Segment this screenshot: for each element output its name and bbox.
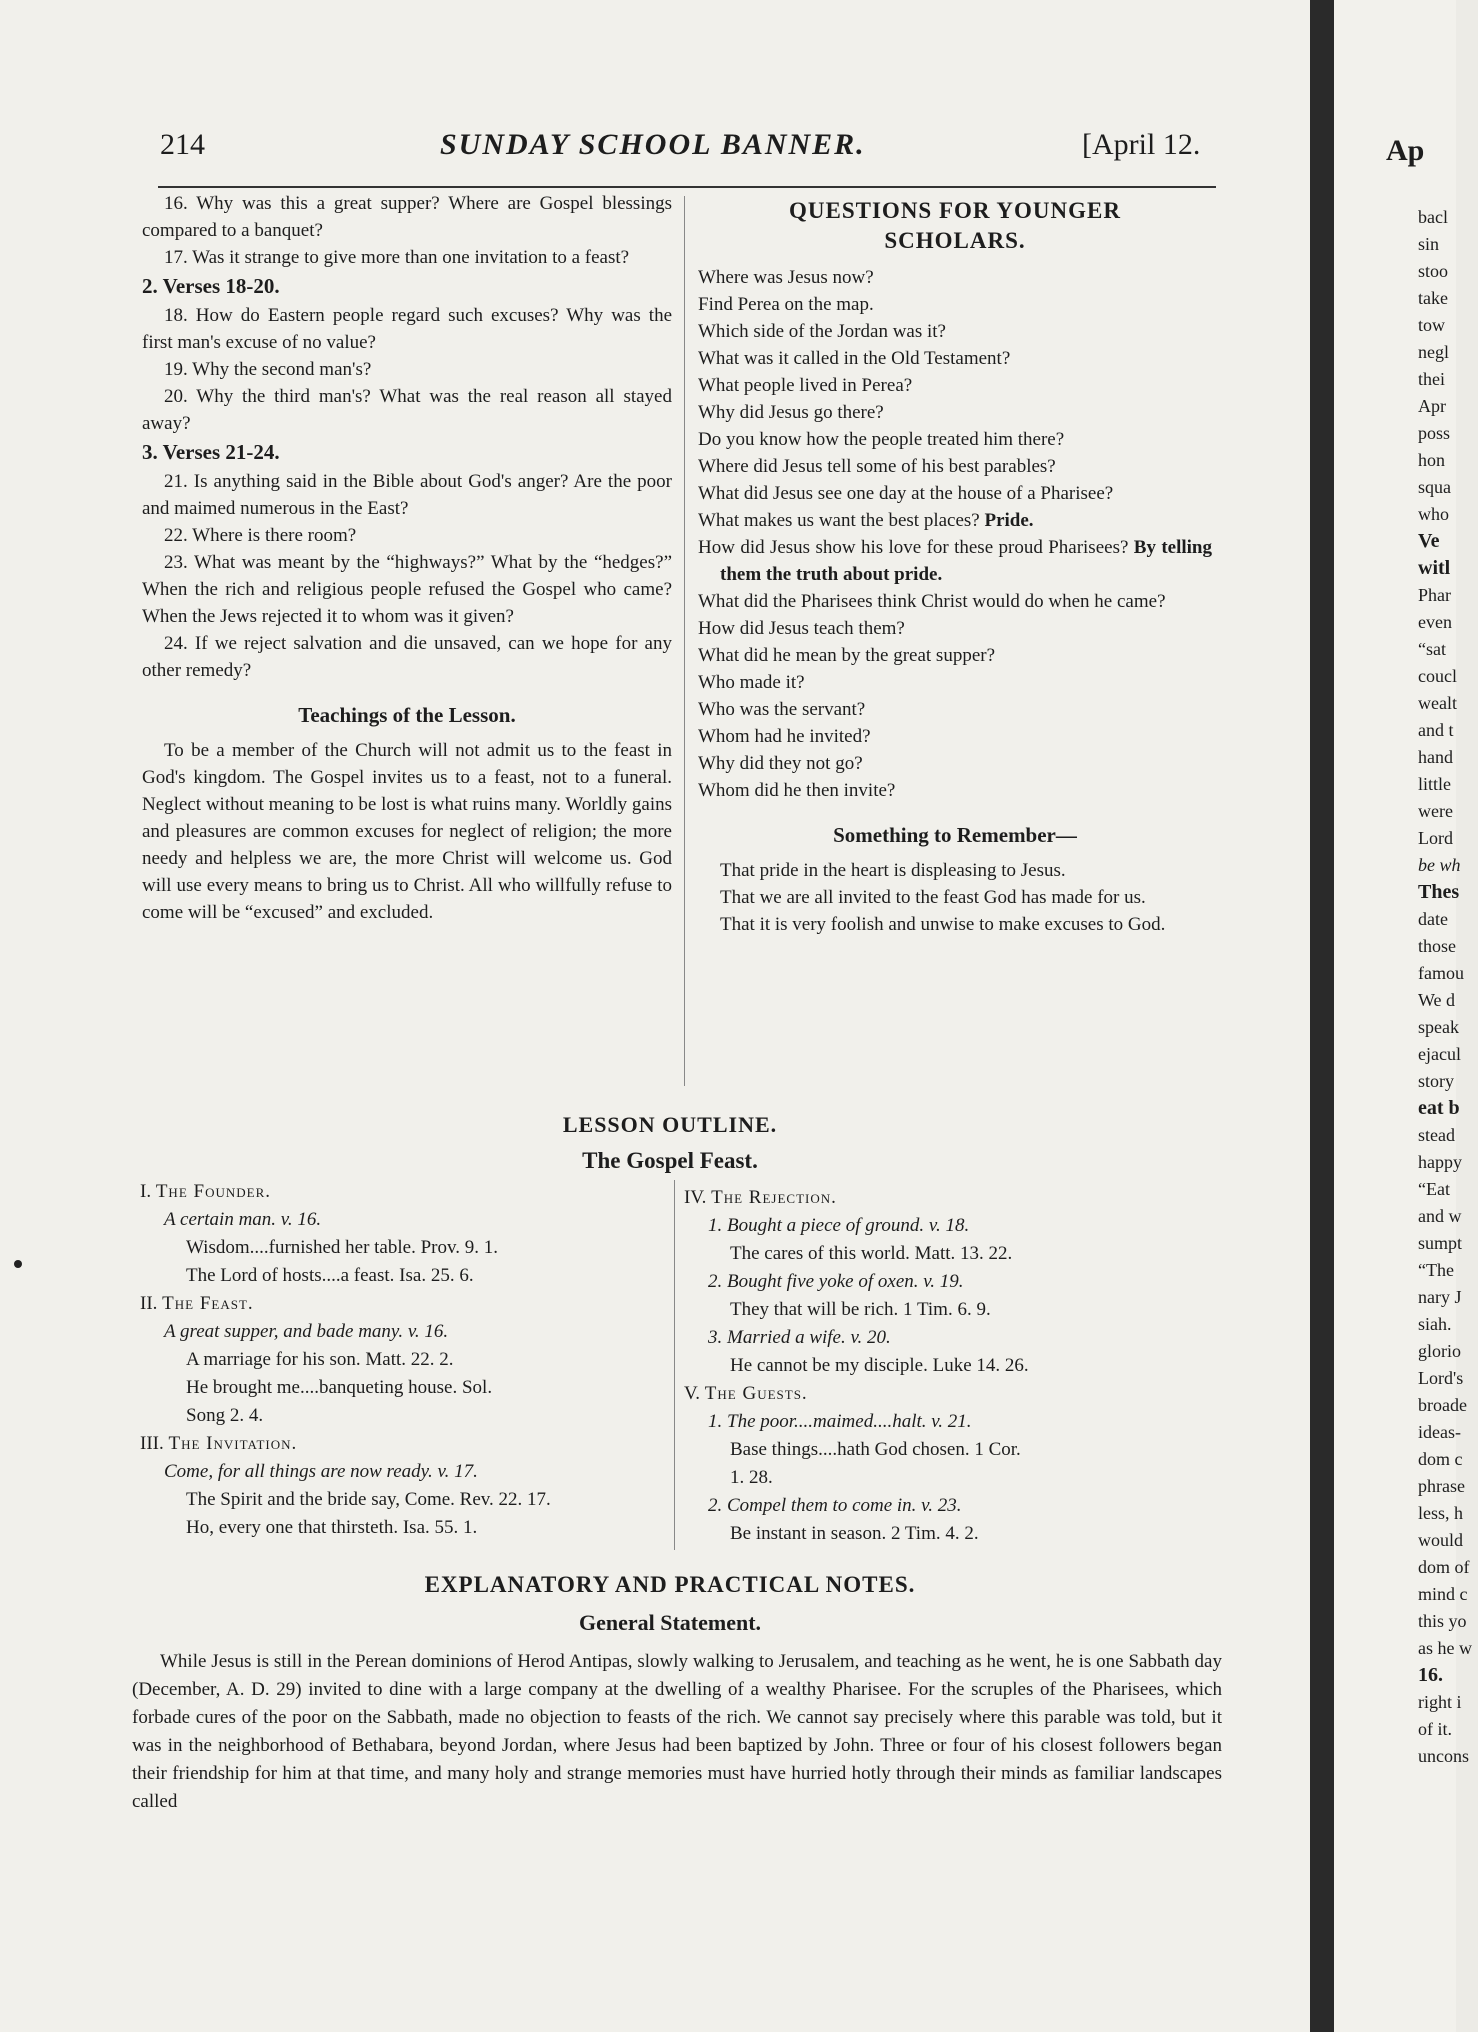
outline-heading-i xyxy=(140,1178,660,1206)
younger-question: Why did Jesus go there? xyxy=(698,402,884,423)
facing-page-line: Thes xyxy=(1418,881,1460,903)
facing-page-line: broade xyxy=(1418,1395,1467,1415)
younger-question: What people lived in Perea? xyxy=(698,375,913,396)
outline-ref: Base things....hath God chosen. 1 Cor. xyxy=(730,1439,1021,1460)
question-22: 22. Where is there room? xyxy=(164,525,357,546)
facing-page-line: ideas- xyxy=(1418,1422,1461,1442)
facing-page-line: who xyxy=(1418,504,1449,524)
heading-text: The Founder. xyxy=(155,1181,271,1202)
outline-ref: Wisdom....furnished her table. Prov. 9. 1. xyxy=(186,1237,498,1258)
younger-question: Which side of the Jordan was it? xyxy=(698,321,946,342)
younger-question: Who made it? xyxy=(698,672,805,693)
facing-page-line: Apr xyxy=(1418,396,1446,416)
notes-body xyxy=(132,1648,1222,1816)
facing-page-line: Phar xyxy=(1418,585,1451,605)
teachings-text: To be a member of the Church will not admit us to the feast in God's kingdom. The Gospel invites us to a feast, not to a funeral. Neglect without meaning to be lost is what ruins many. Worldly gains and pleasures are common excuses for neglect of religion; the more needy and helpless we are, the more Christ will welcome us. God will use every means to bring us to Christ. All who willfully refuse to come will be “excused” and excluded. xyxy=(142,740,672,923)
outline-ref: 1. 28. xyxy=(730,1467,773,1488)
remember-heading: Something to Remember— xyxy=(833,823,1077,847)
teachings-heading: Teachings of the Lesson. xyxy=(298,703,516,727)
facing-page-line: dom of xyxy=(1418,1557,1470,1577)
outline-item: Come, for all things are now ready. v. 17. xyxy=(164,1461,478,1482)
facing-page-line: glorio xyxy=(1418,1341,1461,1361)
outline-ref: Ho, every one that thirsteth. Isa. 55. 1. xyxy=(186,1517,478,1538)
younger-question: How did Jesus teach them? xyxy=(698,618,905,639)
outline-title: LESSON OUTLINE. xyxy=(562,1112,778,1137)
facing-page-line: be wh xyxy=(1418,855,1461,875)
facing-page-line: dom c xyxy=(1418,1449,1463,1469)
facing-page-line: story xyxy=(1418,1071,1454,1091)
facing-page-line: poss xyxy=(1418,423,1451,443)
facing-page-line: right i xyxy=(1418,1692,1462,1712)
facing-page-line: happy xyxy=(1418,1152,1462,1172)
younger-question: What did Jesus see one day at the house of a Pharisee? xyxy=(698,483,1114,504)
section-heading-2: 2. Verses 18-20. xyxy=(142,274,280,298)
younger-question: Do you know how the people treated him there? xyxy=(698,429,1065,450)
younger-question: Who was the servant? xyxy=(698,699,866,720)
facing-page-line: this yo xyxy=(1418,1611,1467,1631)
question-17: 17. Was it strange to give more than one invitation to a feast? xyxy=(164,247,630,268)
facing-page xyxy=(1334,0,1472,2032)
outline-ref: The cares of this world. Matt. 13. 22. xyxy=(730,1243,1013,1264)
title-line-1: QUESTIONS FOR YOUNGER xyxy=(789,198,1121,223)
outline-item: A great supper, and bade many. v. 16. xyxy=(164,1321,449,1342)
facing-page-line: those xyxy=(1418,936,1456,956)
younger-question: What was it called in the Old Testament? xyxy=(698,348,1011,369)
outline-right xyxy=(684,1184,1214,1548)
outline-heading-iii xyxy=(140,1430,660,1458)
question-text: What makes us want the best places? xyxy=(698,510,980,531)
outline-ref: Song 2. 4. xyxy=(186,1405,264,1426)
outline-divider xyxy=(674,1180,675,1550)
facing-page-line: speak xyxy=(1418,1017,1459,1037)
question-23: 23. What was meant by the “highways?” What by the “hedges?” When the rich and religious people refused the Gospel who came? When the Jews rejected it to whom was it given? xyxy=(142,552,672,627)
numeral: IV. xyxy=(684,1187,707,1208)
younger-question: Whom had he invited? xyxy=(698,726,871,747)
facing-page-line: stoo xyxy=(1418,261,1449,281)
facing-page-line: famou xyxy=(1418,963,1464,983)
numeral: I. xyxy=(140,1181,152,1202)
facing-page-line: Lord xyxy=(1418,828,1453,848)
younger-question-show xyxy=(698,534,1212,588)
page-number: 214 xyxy=(160,128,205,161)
facing-page-line: ejacul xyxy=(1418,1044,1461,1064)
facing-page-line: sin xyxy=(1418,234,1440,254)
numeral: III. xyxy=(140,1433,164,1454)
book-gutter xyxy=(1310,0,1334,2032)
facing-page-line: 16. xyxy=(1418,1664,1443,1686)
facing-page-line: sumpt xyxy=(1418,1233,1463,1253)
facing-page-line: siah. xyxy=(1418,1314,1452,1334)
younger-scholars-title xyxy=(698,196,1212,256)
question-text: How did Jesus show his love for these proud Pharisees? xyxy=(698,537,1129,558)
facing-page-line: as he w xyxy=(1418,1638,1472,1658)
answer-text: By telling them the truth about pride. xyxy=(720,537,1212,585)
outline-ref: He brought me....banqueting house. Sol. xyxy=(186,1377,493,1398)
facing-page-line: coucl xyxy=(1418,666,1457,686)
facing-page-line: “sat xyxy=(1418,639,1446,659)
running-title: SUNDAY SCHOOL BANNER. xyxy=(440,128,866,161)
notes-paragraph: While Jesus is still in the Perean dominions of Herod Antipas, slowly walking to Jerusalem, and teaching as he went, he is one Sabbath day (December, A. D. 29) invited to dine with a large company at the dwelling of a wealthy Pharisee. For the scruples of the Pharisees, which forbade cures of the poor on the Sabbath, made no objection to feasts of the rich. We cannot say precisely where this parable was told, but it was in the neighborhood of Bethabara, beyond Jordan, where Jesus had been baptized by John. Three or four of his closest followers began their friendship for him at that time, and many holy and strange memories must have hurried hotly through their minds as familiar landscapes called xyxy=(132,1651,1222,1812)
outline-heading-v xyxy=(684,1380,1214,1408)
younger-question: Whom did he then invite? xyxy=(698,780,896,801)
facing-page-line: negl xyxy=(1418,342,1449,362)
facing-page-line: We d xyxy=(1418,990,1456,1010)
column-divider xyxy=(684,196,685,1086)
outline-item: 2. Bought five yoke of oxen. v. 19. xyxy=(708,1271,964,1292)
younger-question: What did he mean by the great supper? xyxy=(698,645,996,666)
facing-page-line: and w xyxy=(1418,1206,1462,1226)
facing-page-line: would xyxy=(1418,1530,1463,1550)
outline-ref: He cannot be my disciple. Luke 14. 26. xyxy=(730,1355,1029,1376)
section-heading-3: 3. Verses 21-24. xyxy=(142,440,280,464)
facing-page-line: mind c xyxy=(1418,1584,1468,1604)
facing-page-line: uncons xyxy=(1418,1746,1469,1766)
heading-text: The Invitation. xyxy=(168,1433,298,1454)
facing-page-line: Lord's xyxy=(1418,1368,1464,1388)
general-statement-title: General Statement. xyxy=(578,1610,762,1635)
outline-heading-iv xyxy=(684,1184,1214,1212)
numeral: II. xyxy=(140,1293,158,1314)
question-16: 16. Why was this a great supper? Where are Gospel blessings compared to a banquet? xyxy=(142,193,672,241)
facing-page-line: squa xyxy=(1418,477,1451,497)
notes-title: EXPLANATORY AND PRACTICAL NOTES. xyxy=(424,1572,916,1597)
margin-mark xyxy=(14,1260,22,1268)
facing-page-line: bacl xyxy=(1418,207,1448,227)
facing-page-line: and t xyxy=(1418,720,1454,740)
facing-page-line: less, h xyxy=(1418,1503,1463,1523)
heading-text: The Rejection. xyxy=(711,1187,837,1208)
facing-page-line: wealt xyxy=(1418,693,1457,713)
header-date: [April 12. xyxy=(1082,128,1201,161)
outline-ref: Be instant in season. 2 Tim. 4. 2. xyxy=(730,1523,979,1544)
younger-question: Where was Jesus now? xyxy=(698,267,874,288)
younger-question: Why did they not go? xyxy=(698,753,863,774)
question-21: 21. Is anything said in the Bible about God's anger? Are the poor and maimed numerous in the East? xyxy=(142,471,672,519)
question-19: 19. Why the second man's? xyxy=(164,359,372,380)
question-20: 20. Why the third man's? What was the real reason all stayed away? xyxy=(142,386,672,434)
facing-page-line: even xyxy=(1418,612,1452,632)
facing-page-line: “The xyxy=(1418,1260,1454,1280)
facing-page-header: Ap xyxy=(1386,134,1425,167)
outline-ref: The Lord of hosts....a feast. Isa. 25. 6. xyxy=(186,1265,474,1286)
younger-question-places xyxy=(698,507,1212,534)
right-column xyxy=(698,196,1212,938)
younger-question: Find Perea on the map. xyxy=(698,294,874,315)
facing-page-line: nary J xyxy=(1418,1287,1462,1307)
left-column xyxy=(142,190,672,926)
younger-question: Where did Jesus tell some of his best parables? xyxy=(698,456,1056,477)
facing-page-line: were xyxy=(1418,801,1453,821)
outline-item: A certain man. v. 16. xyxy=(164,1209,322,1230)
younger-question: What did the Pharisees think Christ would do when he came? xyxy=(698,591,1166,612)
question-24: 24. If we reject salvation and die unsaved, can we hope for any other remedy? xyxy=(142,633,672,681)
outline-ref: They that will be rich. 1 Tim. 6. 9. xyxy=(730,1299,991,1320)
numeral: V. xyxy=(684,1383,701,1404)
facing-page-line: hand xyxy=(1418,747,1453,767)
remember-item: That pride in the heart is displeasing to Jesus. xyxy=(720,860,1066,881)
facing-page-line: tow xyxy=(1418,315,1445,335)
remember-item: That we are all invited to the feast God has made for us. xyxy=(720,887,1146,908)
remember-item: That it is very foolish and unwise to make excuses to God. xyxy=(720,914,1166,935)
answer-text: Pride. xyxy=(984,510,1034,531)
outline-item: 1. Bought a piece of ground. v. 18. xyxy=(708,1215,970,1236)
heading-text: The Feast. xyxy=(162,1293,254,1314)
facing-page-line: little xyxy=(1418,774,1451,794)
facing-page-line: phrase xyxy=(1418,1476,1465,1496)
facing-page-line: thei xyxy=(1418,369,1445,389)
facing-page-line: hon xyxy=(1418,450,1445,470)
outline-item: 2. Compel them to come in. v. 23. xyxy=(708,1495,962,1516)
facing-page-line: stead xyxy=(1418,1125,1455,1145)
header-rule xyxy=(158,186,1216,188)
outline-ref: A marriage for his son. Matt. 22. 2. xyxy=(186,1349,454,1370)
heading-text: The Guests. xyxy=(704,1383,808,1404)
outline-subtitle: The Gospel Feast. xyxy=(582,1148,758,1173)
facing-page-line: “Eat xyxy=(1418,1179,1450,1199)
facing-page-line: witl xyxy=(1418,557,1451,579)
facing-page-line: Ve xyxy=(1418,530,1440,552)
outline-ref: The Spirit and the bride say, Come. Rev. 22. 17. xyxy=(186,1489,551,1510)
question-18: 18. How do Eastern people regard such excuses? Why was the first man's excuse of no value? xyxy=(142,305,672,353)
facing-page-line: date xyxy=(1418,909,1448,929)
facing-page-line: eat b xyxy=(1418,1097,1460,1119)
outline-item: 1. The poor....maimed....halt. v. 21. xyxy=(708,1411,972,1432)
title-line-2: SCHOLARS. xyxy=(884,228,1026,253)
facing-page-lines xyxy=(1418,204,1478,1770)
facing-page-line: of it. xyxy=(1418,1719,1452,1739)
facing-page-line: take xyxy=(1418,288,1448,308)
outline-left xyxy=(140,1178,660,1542)
outline-item: 3. Married a wife. v. 20. xyxy=(708,1327,891,1348)
outline-heading-ii xyxy=(140,1290,660,1318)
